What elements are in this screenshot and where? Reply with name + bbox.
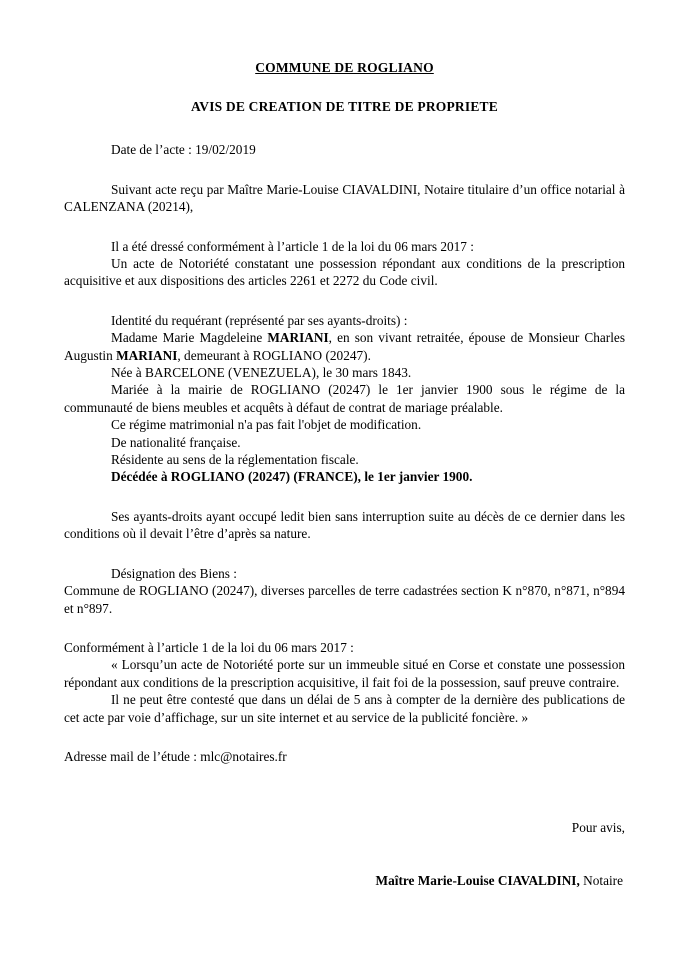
drawn-up-line: Il a été dressé conformément à l’article 1 de la loi du 06 mars 2017 : <box>111 238 474 254</box>
document-body <box>64 60 625 903</box>
page-title-commune: COMMUNE DE ROGLIANO <box>255 60 434 75</box>
act-received-paragraph: Suivant acte reçu par Maître Marie-Louise CIAVALDINI, Notaire titulaire d’un office notarial à CALENZANA (20214), <box>64 181 625 215</box>
notoriety-act-paragraph: Un acte de Notoriété constatant une possession répondant aux conditions de la prescription acquisitive et aux dispositions des articles 2261 et 2272 du Code civil. <box>64 256 625 289</box>
closing-pour-avis: Pour avis, <box>571 819 625 835</box>
matrimonial-regime-line: Ce régime matrimonial n'a pas fait l'objet de modification. <box>111 417 422 433</box>
occupation-paragraph: Ses ayants-droits ayant occupé ledit bien sans interruption suite au décès de ce dernier dans les conditions où il devait l’être d’après sa nature. <box>64 508 625 542</box>
death-line: Décédée à ROGLIANO (20247) (FRANCE), le 1er janvier 1900. <box>111 469 473 485</box>
law-quote-part-1: « Lorsqu’un acte de Notoriété porte sur un immeuble situé en Corse et constate une possession répondant aux conditions de la prescription acquisitive, il fait foi de la possession, sauf preuve contraire. <box>64 657 625 690</box>
nationality-line: De nationalité française. <box>111 434 241 450</box>
identity-surname-1: MARIANI <box>267 330 329 346</box>
marriage-line: Mariée à la mairie de ROGLIANO (20247) le 1er janvier 1900 sous le régime de la communauté de biens meubles et acquêts à défaut de contrat de mariage préalable. <box>64 382 625 415</box>
study-email-line: Adresse mail de l’étude : mlc@notaires.fr <box>64 748 287 764</box>
signature-block <box>64 849 625 889</box>
identity-part2: , en son vivant retraitée, épouse de Monsieur Charles Augustin <box>64 330 625 363</box>
law-quote-part-2: Il ne peut être contesté que dans un délai de 5 ans à compter de la dernière des publications de cet acte par voie d’affichage, sur un site internet et au service de la publicité foncière. » <box>64 692 625 725</box>
identity-person-paragraph <box>64 329 625 364</box>
signature-notary-name: Maître Marie-Louise CIAVALDINI, <box>375 873 580 889</box>
birth-line: Née à BARCELONE (VENEZUELA), le 30 mars 1843. <box>111 365 412 381</box>
conformity-intro: Conformément à l’article 1 de la loi du 06 mars 2017 : <box>64 639 354 655</box>
signature-notary-role: Notaire <box>579 873 623 889</box>
identity-part3: , demeurant à ROGLIANO (20247). <box>177 347 371 363</box>
identity-surname-2: MARIANI <box>116 347 178 363</box>
identity-part1: Madame Marie Magdeleine <box>111 330 268 346</box>
designation-body: Commune de ROGLIANO (20247), diverses parcelles de terre cadastrées section K n°870, n°871, n°894 et n°897. <box>64 583 625 616</box>
residence-line: Résidente au sens de la réglementation fiscale. <box>111 452 359 468</box>
identity-heading-line: Identité du requérant (représenté par ses ayants-droits) : <box>111 312 408 328</box>
page-subtitle-notice: AVIS DE CREATION DE TITRE DE PROPRIETE <box>191 99 498 115</box>
designation-heading: Désignation des Biens : <box>111 565 237 581</box>
act-date-line: Date de l’acte : 19/02/2019 <box>111 142 256 158</box>
